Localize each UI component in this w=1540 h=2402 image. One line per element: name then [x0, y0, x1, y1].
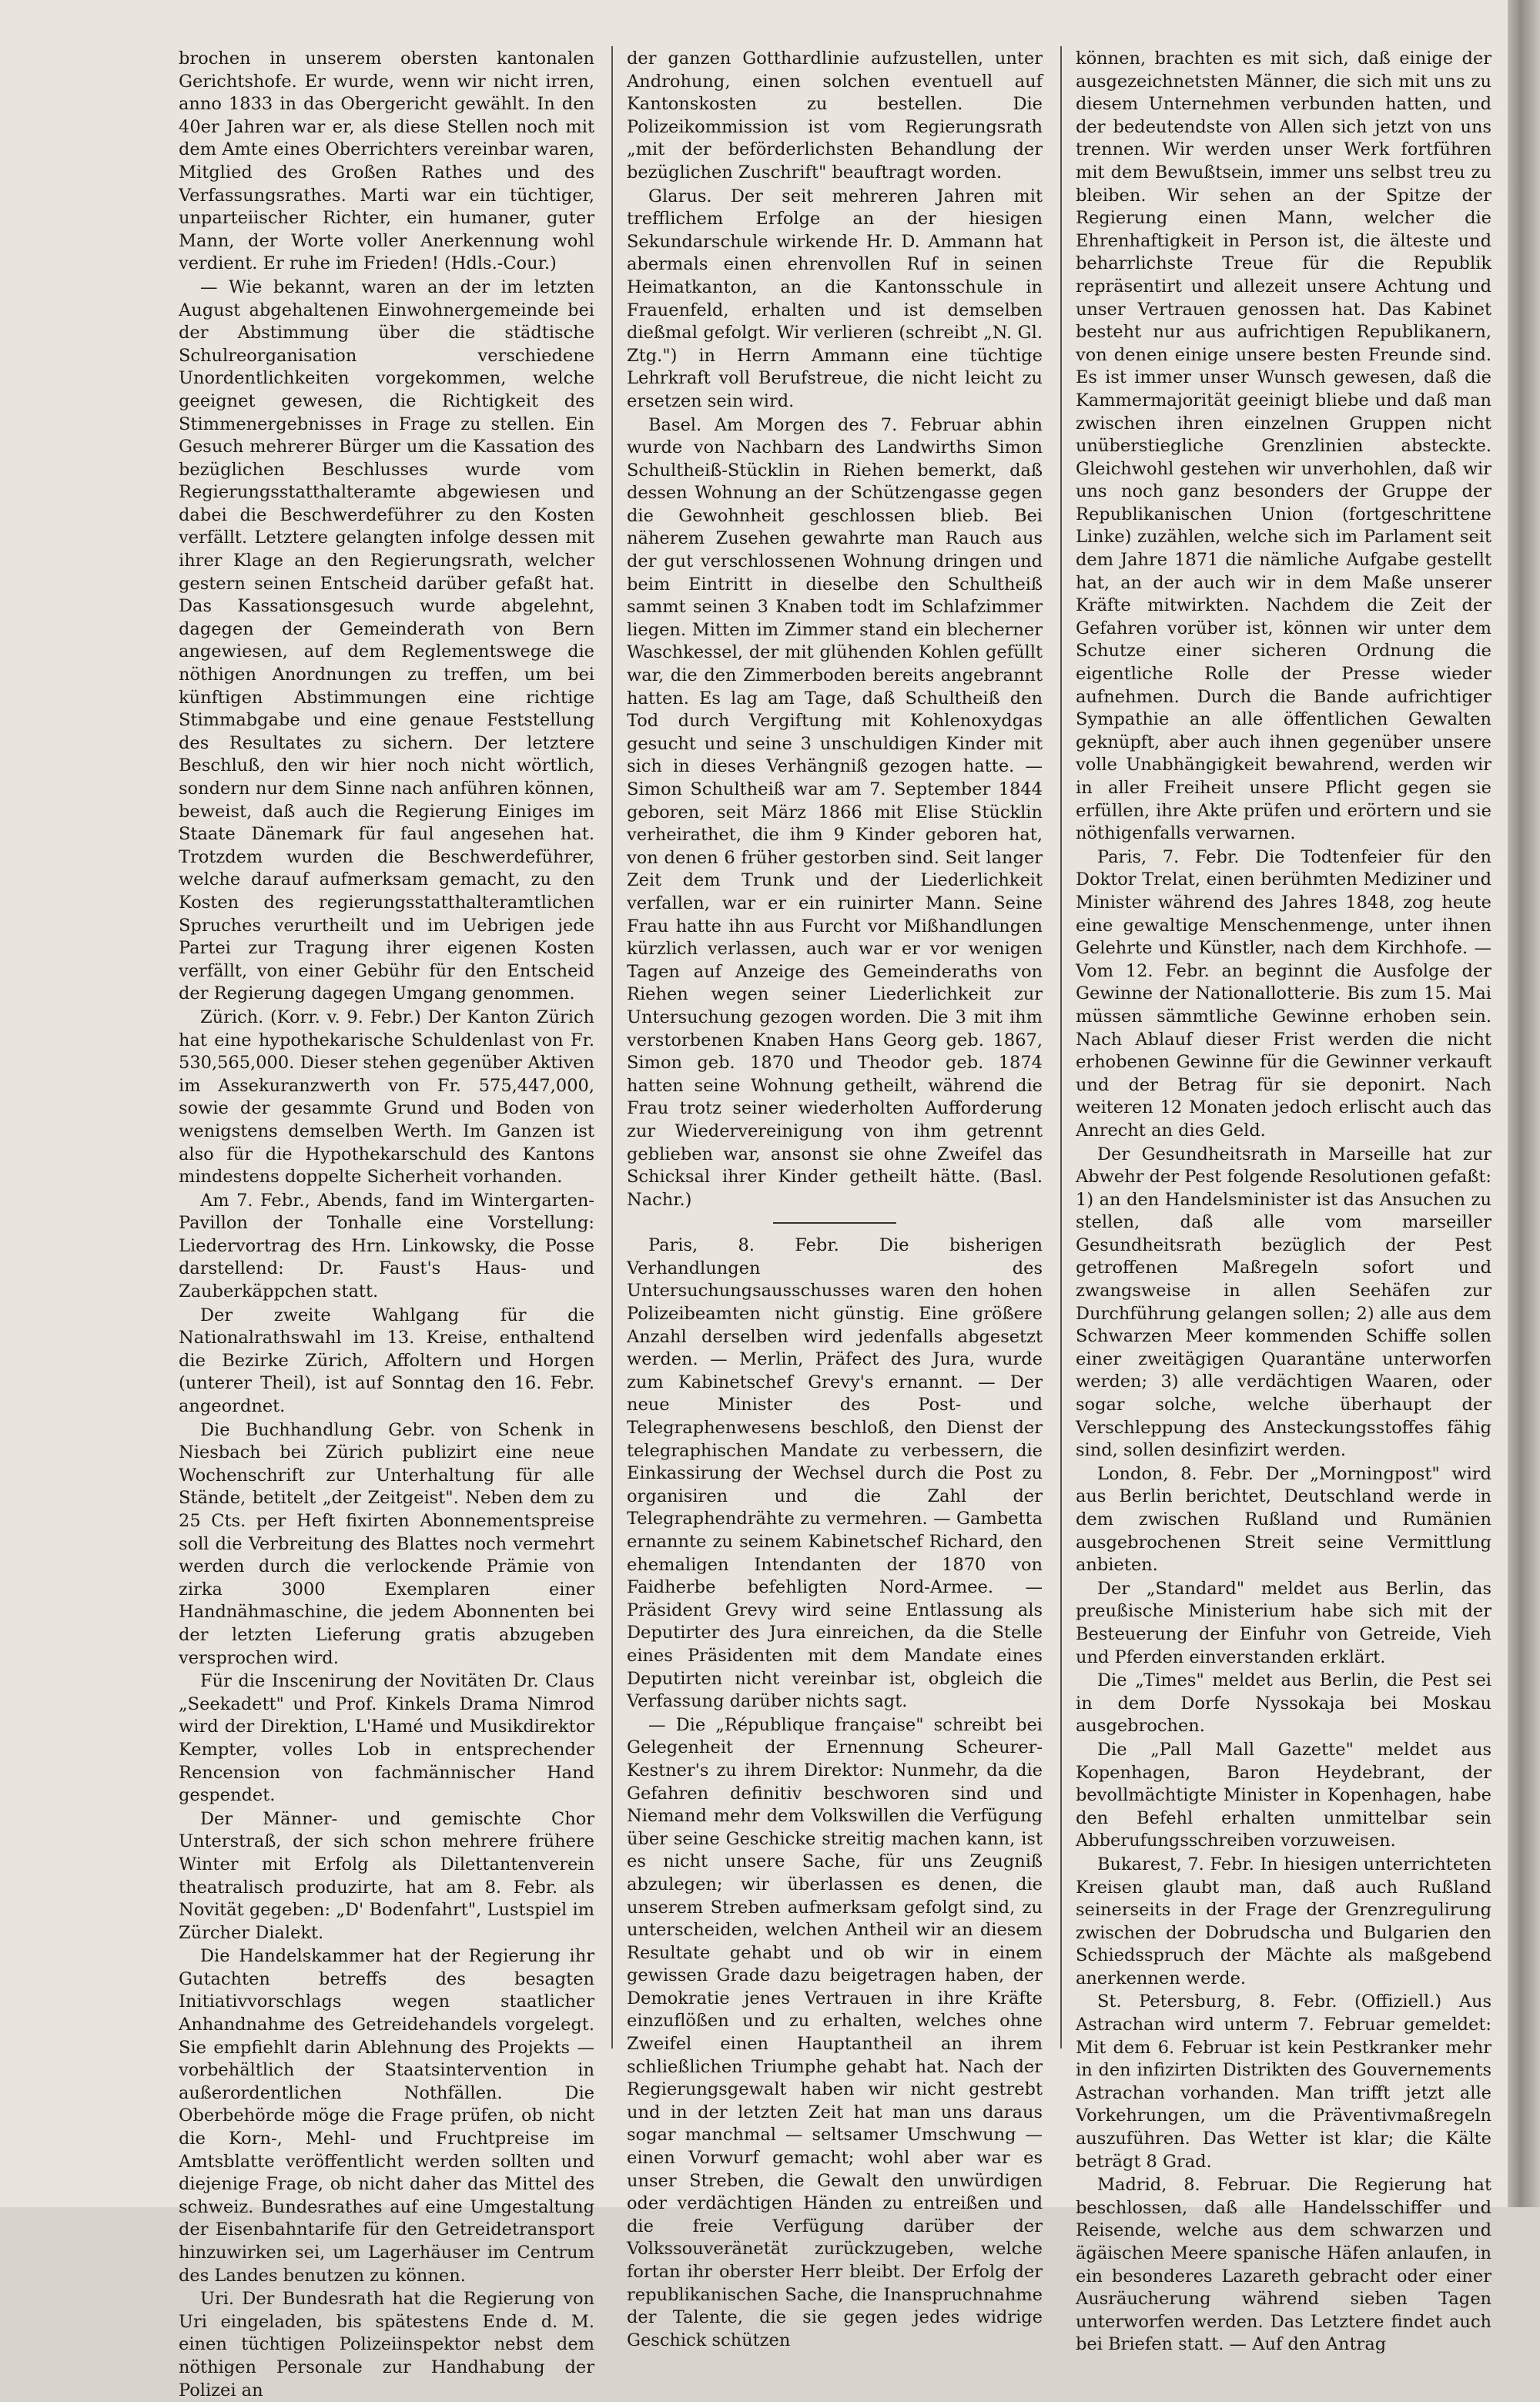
article-paragraph: — Die „République française" schreibt bei Gelegenheit der Ernennung Scheurer-Kestner's zu ihrem Direktor: Nunmehr, da die Gefahren definitiv beschworen sind und Niemand mehr dem Volkswillen die Verfügung über seine Geschicke streitig machen kann, ist es nicht unsere Sache, für uns Zeugniß abzulegen; wir überlassen es denen, die unserem Streben aufmerksam gefolgt sind, zu unterscheiden, welchen Antheil wir an diesem Resultate gehabt und ob wir in einem gewissen Grade dazu beigetragen haben, der Demokratie jenes Vertrauen in ihre Kräfte einzuflößen und zu erhalten, welches ohne Zweifel einen Hauptantheil an ihrem schließlichen Triumphe gehabt hat. Nach der Regierungsgewalt haben wir nicht gestrebt und in der letzten Zeit hat man uns daraus sogar manchmal — seltsamer Umschwung — einen Vorwurf gemacht; wohl aber war es unser Streben, die Gewalt den unwürdigen oder verdächtigen Händen zu entreißen und die freie Verfügung darüber der Volkssouveränetät zurückzugeben, welche fortan ihr oberster Herr bleibt. Der Erfolg der republikanischen Sache, die Inanspruchnahme der Talente, die sie gegen jedes widrige Geschick schützen	[627, 1714, 1043, 2350]
article-paragraph: Der Männer- und gemischte Chor Unterstraß, der sich schon mehrere frühere Winter mit Erfolg als Dilettantenverein theatralisch produzirte, hat am 8. Febr. als Novität gegeben: „D' Bodenfahrt", Lustspiel im Zürcher Dialekt.	[179, 1808, 594, 1943]
article-paragraph: Uri. Der Bundesrath hat die Regierung von Uri eingeladen, bis spätestens Ende d. M. einen tüchtigen Polizeiinspektor nebst dem nöthigen Personale zur Handhabung der Polizei an	[179, 2289, 594, 2400]
article-paragraph: Der „Standard" meldet aus Berlin, das preußische Ministerium habe sich mit der Besteuerung der Einfuhr von Getreide, Vieh und Pferden einverstanden erklärt.	[1076, 1578, 1491, 1667]
column-3	[1076, 48, 1491, 2355]
article-paragraph: Der zweite Wahlgang für die Nationalrathswahl im 13. Kreise, enthaltend die Bezirke Zürich, Affoltern und Horgen (unterer Theil), ist auf Sonntag den 16. Febr. angeordnet.	[179, 1305, 594, 1417]
article-paragraph: Am 7. Febr., Abends, fand im Wintergarten-Pavillon der Tonhalle eine Vorstellung: Liedervortrag des Hrn. Linkowsky, die Posse darstellend: Dr. Faust's Haus- und Zauberkäppchen statt.	[179, 1190, 594, 1302]
article-paragraph: St. Petersburg, 8. Febr. (Offiziell.) Aus Astrachan wird unterm 7. Februar gemeldet: Mit dem 6. Februar ist kein Pestkranker mehr in den infizirten Distrikten des Gouvernements Astrachan vorhanden. Man trifft jetzt alle Vorkehrungen, um die Präventivmaßregeln auszuführen. Das Wetter ist klar; die Kälte beträgt 8 Grad.	[1076, 1992, 1491, 2172]
article-paragraph: brochen in unserem obersten kantonalen Gerichtshofe. Er wurde, wenn wir nicht irren, anno 1833 in das Obergericht gewählt. In den 40er Jahren war er, als diese Stellen noch mit dem Amte eines Oberrichters vereinbar waren, Mitglied des Großen Rathes und des Verfassungsrathes. Marti war ein tüchtiger, unparteiischer Richter, ein humaner, guter Mann, der Worte voller Anerkennung wohl verdient. Er ruhe im Frieden! (Hdls.-Cour.)	[179, 49, 594, 274]
article-paragraph: Paris, 7. Febr. Die Todtenfeier für den Doktor Trelat, einen berühmten Mediziner und Minister während des Jahres 1848, zog heute eine gewaltige Menschenmenge, unter ihnen Gelehrte und Künstler, nach dem Kirchhofe. — Vom 12. Febr. an beginnt die Ausfolge der Gewinne der Nationallotterie. Bis zum 15. Mai müssen sämmtliche Gewinne erhoben sein. Nach Ablauf dieser Frist werden die nicht erhobenen Gewinne für die Gewinner verkauft und der Betrag für sie deponirt. Nach weiteren 12 Monaten jedoch erlischt auch das Anrecht an dies Geld.	[1076, 846, 1491, 1141]
article-paragraph: Glarus. Der seit mehreren Jahren mit trefflichem Erfolge an der hiesigen Sekundarschule wirkende Hr. D. Ammann hat abermals einen ehrenvollen Ruf in seinen Heimatkanton, an die Kantonsschule in Frauenfeld, erhalten und ist demselben dießmal gefolgt. Wir verlieren (schreibt „N. Gl. Ztg.") in Herrn Ammann eine tüchtige Lehrkraft voll Berufstreue, die nicht leicht zu ersetzen sein wird.	[627, 186, 1043, 411]
column-1	[179, 48, 594, 2400]
article-paragraph: Madrid, 8. Februar. Die Regierung hat beschlossen, daß alle Handelsschiffer und Reisende, welche aus dem schwarzen und ägäischen Meere spanische Häfen anlaufen, in ein besonderes Lazareth gebracht oder einer Ausräucherung während sieben Tagen unterworfen werden. Das Letztere findet auch bei Briefen statt. — Auf den Antrag	[1076, 2175, 1491, 2355]
article-paragraph: können, brachten es mit sich, daß einige der ausgezeichnetsten Männer, die sich mit uns zu diesem Unternehmen verbunden hatten, und der bedeutendste von Allen sich jetzt von uns trennen. Wir werden unser Werk fortführen mit dem Bewußtsein, immer uns selbst treu zu bleiben. Wir sehen an der Spitze der Regierung einen Mann, welcher die Ehrenhaftigkeit in Person ist, die älteste und beharrlichste Treue für die Republik repräsentirt und allezeit unsere Achtung und unser Vertrauen genossen hat. Das Kabinet besteht nur aus aufrichtigen Republikanern, von denen einige unsere besten Freunde sind. Es ist immer unser Wunsch gewesen, daß die Kammermajorität geeinigt bliebe und daß man zwischen ihren einzelnen Gruppen nicht unüberstiegliche Grenzlinien absteckte. Gleichwohl gestehen wir unverhohlen, daß wir uns noch ganz besonders der Gruppe der Republikanischen Union (fortgeschrittene Linke) zuzählen, welche sich im Parlament seit dem Jahre 1871 die nämliche Aufgabe gestellt hat, an der auch wir in dem Maße unserer Kräfte mitwirkten. Nachdem die Zeit der Gefahren vorüber ist, können wir unter dem Schutze einer sicheren Ordnung die eigentliche Rolle der Presse wieder aufnehmen. Durch die Bande aufrichtiger Sympathie an alle öffentlichen Gewalten geknüpft, aber auch ihnen gegenüber unsere volle Unabhängigkeit bewahrend, werden wir in aller Freiheit unsere Pflicht gegen sie erfüllen, ihre Akte prüfen und erörtern und sie nöthigenfalls verwarnen.	[1076, 49, 1491, 844]
article-paragraph: — Wie bekannt, waren an der im letzten August abgehaltenen Einwohnergemeinde bei der Abstimmung über die städtische Schulreorganisation verschiedene Unordentlichkeiten vorgekommen, welche geeignet gewesen, die Richtigkeit des Stimmenergebnisses in Frage zu stellen. Ein Gesuch mehrerer Bürger um die Kassation des bezüglichen Beschlusses wurde vom Regierungsstatthalteramte abgewiesen und dabei die Beschwerdeführer zu den Kosten verfällt. Letztere gelangten infolge dessen mit ihrer Klage an den Regierungsrath, welcher gestern seinen Entscheid darüber gefaßt hat. Das Kassationsgesuch wurde abgelehnt, dagegen der Gemeinderath von Bern angewiesen, auf dem Reglementswege die nöthigen Anordnungen zu treffen, um bei künftigen Abstimmungen eine richtige Stimmabgabe und eine genaue Feststellung des Resultates zu sichern. Der letztere Beschluß, den wir hier noch nicht wörtlich, sondern nur dem Sinne nach anführen können, beweist, daß auch die Regierung Einiges im Staate Dänemark für faul angesehen hat. Trotzdem wurden die Beschwerdeführer, welche darauf aufmerksam gemacht, zu den Kosten des regierungsstatthalteramtlichen Spruches verurtheilt und im Uebrigen jede Partei zur Tragung ihrer eigenen Kosten verfällt, von einer Gebühr für den Entscheid der Regierung dagegen Umgang genommen.	[179, 276, 594, 1004]
article-paragraph: Der Gesundheitsrath in Marseille hat zur Abwehr der Pest folgende Resolutionen gefaßt: 1) an den Handelsminister ist das Ansuchen zu stellen, daß alle vom marseiller Gesundheitsrath bezüglich der Pest getroffenen Maßregeln sofort und zwangsweise in allen Seehäfen zur Durchführung gelangen sollen; 2) alle aus dem Schwarzen Meer kommenden Schiffe sollen einer zweitägigen Quarantäne unterworfen werden; 3) alle verdächtigen Waaren, oder sogar solche, welche überhaupt der Verschleppung des Ansteckungsstoffes fähig sind, sollen desinfizirt werden.	[1076, 1144, 1491, 1461]
article-paragraph: Die „Times" meldet aus Berlin, die Pest sei in dem Dorfe Nyssokaja bei Moskau ausgebrochen.	[1076, 1670, 1491, 1737]
section-divider	[773, 1222, 896, 1224]
article-paragraph: Die Buchhandlung Gebr. von Schenk in Niesbach bei Zürich publizirt eine neue Wochenschrift zur Unterhaltung für alle Stände, betitelt „der Zeitgeist". Neben dem zu 25 Cts. per Heft fixirten Abonnementspreise soll die Verbreitung des Blattes noch vermehrt werden durch die verlockende Prämie von zirka 3000 Exemplaren einer Handnähmaschine, die jedem Abonnenten bei der letzten Lieferung gratis abzugeben versprochen wird.	[179, 1419, 594, 1668]
scan-page-edge	[1508, 0, 1540, 2207]
column-2	[627, 48, 1043, 2350]
column-rule	[1060, 46, 1062, 2049]
article-paragraph: Paris, 8. Febr. Die bisherigen Verhandlungen des Untersuchungsausschusses waren den hohen Polizeibeamten nicht günstig. Eine größere Anzahl derselben wird jedenfalls abgesetzt werden. — Merlin, Präfect des Jura, wurde zum Kabinetschef Grevy's ernannt. — Der neue Minister des Post- und Telegraphenwesens beschloß, den Dienst der telegraphischen Mandate zu verbessern, die Einkassirung der Wechsel durch die Post zu organisiren und die Zahl der Telegraphendrähte zu vermehren. — Gambetta ernannte zu seinem Kabinetschef Richard, den ehemaligen Intendanten der 1870 von Faidherbe befehligten Nord-Armee. — Präsident Grevy wird seine Entlassung als Deputirter des Jura einreichen, da die Stelle eines Präsidenten mit dem Mandate eines Deputirten nicht vereinbar ist, obgleich die Verfassung darüber nichts sagt.	[627, 1235, 1043, 1712]
article-paragraph: Bukarest, 7. Febr. In hiesigen unterrichteten Kreisen glaubt man, daß auch Rußland seinerseits in der Frage der Grenzregulirung zwischen der Dobrudscha und Bulgarien den Schiedsspruch der Mächte als maßgebend anerkennen werde.	[1076, 1854, 1491, 1988]
article-paragraph: der ganzen Gotthardlinie aufzustellen, unter Androhung, einen solchen eventuell auf Kantonskosten zu bestellen. Die Polizeikommission ist vom Regierungsrath „mit der beförderlichsten Behandlung der bezüglichen Zuschrift" beauftragt worden.	[627, 49, 1043, 183]
column-rule	[611, 46, 613, 2049]
article-paragraph: Die „Pall Mall Gazette" meldet aus Kopenhagen, Baron Heydebrant, der bevollmächtigte Minister in Kopenhagen, habe den Befehl erhalten unmittelbar sein Abberufungsschreiben vorzuweisen.	[1076, 1739, 1491, 1851]
article-paragraph: Für die Inscenirung der Novitäten Dr. Claus „Seekadett" und Prof. Kinkels Drama Nimrod wird der Direktion, L'Hamé und Musikdirektor Kempter, volles Lob in entsprechender Rencension von fachmännischer Hand gespendet.	[179, 1671, 594, 1806]
article-paragraph: London, 8. Febr. Der „Morningpost" wird aus Berlin berichtet, Deutschland werde in dem zwischen Rußland und Rumänien ausgebrochenen Streit seine Vermittlung anbieten.	[1076, 1463, 1491, 1576]
article-paragraph: Zürich. (Korr. v. 9. Febr.) Der Kanton Zürich hat eine hypothekarische Schuldenlast von Fr. 530,565,000. Dieser stehen gegenüber Aktiven im Assekuranzwerth von Fr. 575,447,000, sowie der gesammte Grund und Boden von wenigstens demselben Werth. Im Ganzen ist also für die Hypothekarschuld des Kantons mindestens doppelte Sicherheit vorhanden.	[179, 1007, 594, 1188]
article-paragraph: Die Handelskammer hat der Regierung ihr Gutachten betreffs des besagten Initiativvorschlags wegen staatlicher Anhandnahme des Getreidehandels vorgelegt. Sie empfiehlt darin Ablehnung des Projekts — vorbehältlich der Staatsintervention in außerordentlichen Nothfällen. Die Oberbehörde möge die Frage prüfen, ob nicht die Korn-, Mehl- und Fruchtpreise im Amtsblatte veröffentlicht werden sollten und diejenige Frage, ob nicht daher das Mittel des schweiz. Bundesrathes auf eine Umgestaltung der Eisenbahntarife für den Getreidetransport hinzuwirken sei, um Lagerhäuser im Centrum des Landes benutzen zu können.	[179, 1946, 594, 2286]
article-paragraph: Basel. Am Morgen des 7. Februar abhin wurde von Nachbarn des Landwirths Simon Schultheiß-Stücklin in Riehen bemerkt, daß dessen Wohnung an der Schützengasse gegen die Gewohnheit geschlossen blieb. Bei näherem Zusehen gewahrte man Rauch aus der gut verschlossenen Wohnung dringen und beim Eintritt in dieselbe den Schultheiß sammt seinen 3 Knaben todt im Schlafzimmer liegen. Mitten im Zimmer stand ein blecherner Waschkessel, der mit glühenden Kohlen gefüllt war, die den Zimmerboden bereits angebrannt hatten. Es lag am Tage, daß Schultheiß den Tod durch Vergiftung mit Kohlenoxydgas gesucht und seine 3 unschuldigen Kinder mit sich in dieses Verhängniß gezogen hatte. — Simon Schultheiß war am 7. September 1844 geboren, seit März 1866 mit Elise Stücklin verheirathet, die ihm 9 Kinder geboren hat, von denen 6 früher gestorben sind. Seit langer Zeit dem Trunk und der Liederlichkeit verfallen, war er ein ruinirter Mann. Seine Frau hatte ihn aus Furcht vor Mißhandlungen kürzlich verlassen, auch war er vor wenigen Tagen auf Anzeige des Gemeinderaths von Riehen wegen seiner Liederlichkeit zur Untersuchung gezogen worden. Die 3 mit ihm verstorbenen Knaben Hans Georg geb. 1867, Simon geb. 1870 und Theodor geb. 1874 hatten seine Wohnung getheilt, während die Frau trotz seiner wiederholten Aufforderung zur Wiedervereinigung von ihm getrennt geblieben war, ansonst sie ohne Zweifel das Schicksal ihrer Kinder getheilt hätte. (Basl. Nachr.)	[627, 414, 1043, 1210]
